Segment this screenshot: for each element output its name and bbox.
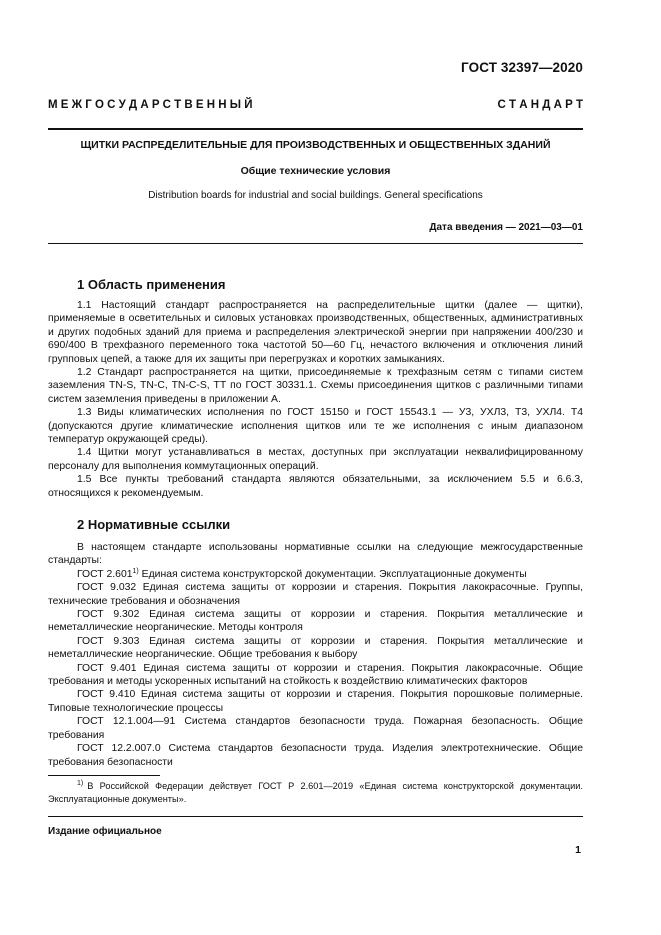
document-title: ЩИТКИ РАСПРЕДЕЛИТЕЛЬНЫЕ ДЛЯ ПРОИЗВОДСТВЕННЫХ И ОБЩЕСТВЕННЫХ ЗДАНИЙ [80,139,551,151]
reference-gost-9-302: ГОСТ 9.302 Единая система защиты от коррозии и старения. Покрытия металлические и неметаллические неорганические. Методы контроля [48,609,583,634]
section-2-intro: В настоящем стандарте использованы нормативные ссылки на следующие межгосударственные стандарты: [48,542,583,567]
introduction-date: Дата введения — 2021—03—01 [429,222,583,233]
reference-gost-9-401: ГОСТ 9.401 Единая система защиты от коррозии и старения. Покрытия лакокрасочные. Общие требования и методы ускоренных испытаний на стойкость к воздействию климатических факторов [48,662,583,688]
reference-gost-9-032: ГОСТ 9.032 Единая система защиты от коррозии и старения. Покрытия лакокрасочные. Группы, технические требования и обозначения [48,582,583,607]
edition-divider [48,816,583,817]
footnote-divider [48,775,160,776]
footnote-mark: 1) [77,780,84,787]
standard-type-line [48,99,583,111]
reference-gost-2-601 [48,568,583,581]
section-2-body [48,541,583,769]
footnote-text: В Российской Федерации действует ГОСТ Р 2.601—2019 «Единая система конструкторской документации. Эксплуатационные документы». [48,781,583,804]
reference-gost-12-1-004: ГОСТ 12.1.004—91 Система стандартов безопасности труда. Пожарная безопасность. Общие требования [48,716,583,741]
section-1-body [48,299,583,500]
header-divider [48,128,583,130]
paragraph-1-4: 1.4 Щитки могут устанавливаться в местах, доступных при эксплуатации неквалифицированному персоналу для выполнения коммутационных операций. [48,447,583,472]
document-subtitle: Общие технические условия [240,165,391,177]
page-number: 1 [575,844,581,856]
reference-gost-9-410: ГОСТ 9.410 Единая система защиты от коррозии и старения. Покрытия порошковые полимерные. Типовые технологические процессы [48,689,583,714]
paragraph-1-2: 1.2 Стандарт распространяется на щитки, присоединяемые к трехфазным сетям с типами систем заземления TN-S, TN-C, TN-C-S, TT по ГОСТ 30331.1. Схемы присоединения щитков с различными типами систем заземления приведены в приложении А. [48,367,583,405]
document-number: ГОСТ 32397—2020 [461,60,583,75]
reference-title: Единая система конструкторской документации. Эксплуатационные документы [138,568,527,580]
section-2-heading: 2 Нормативные ссылки [77,517,231,532]
section-1-heading: 1 Область применения [77,277,226,292]
standard-type-left: М Е Ж Г О С У Д А Р С Т В Е Н Н Ы Й [48,99,253,111]
paragraph-1-3: 1.3 Виды климатических исполнения по ГОСТ 15150 и ГОСТ 15543.1 — У3, УХЛ3, Т3, УХЛ4. Т4 (допускаются другие климатические исполнения щитков или те же исполнения с иным диапазоном температур окружающей среды). [48,407,583,446]
footnote [48,780,583,806]
footnote-reference: 1) [132,567,139,575]
reference-gost-9-303: ГОСТ 9.303 Единая система защиты от коррозии и старения. Покрытия металлические и неметаллические неорганические. Общие требования к выбору [48,635,583,661]
edition-label: Издание официальное [48,826,162,837]
document-title-english: Distribution boards for industrial and social buildings. General specifications [148,190,483,201]
paragraph-1-1: 1.1 Настоящий стандарт распространяется на распределительные щитки (далее — щитки), применяемые в осветительных и силовых установках производственных, общественных, административных и других подобных зданий для приема и распределения электрической энергии при напряжении 400/230 и 690/400 В трехфазного переменного тока частотой 50—60 Гц, нечастого включения и отключения линий групповых цепей, а также для их защиты при перегрузках и коротких замыканиях. [48,300,583,365]
standard-type-right: С Т А Н Д А Р Т [497,99,583,111]
title-divider [48,243,583,244]
reference-code: ГОСТ 2.601 [77,568,133,580]
paragraph-1-5: 1.5 Все пункты требований стандарта являются обязательными, за исключением 5.5 и 6.6.3, относящихся к рекомендуемым. [48,474,583,499]
reference-gost-12-2-007-0: ГОСТ 12.2.007.0 Система стандартов безопасности труда. Изделия электротехнические. Общие требования безопасности [48,743,583,768]
